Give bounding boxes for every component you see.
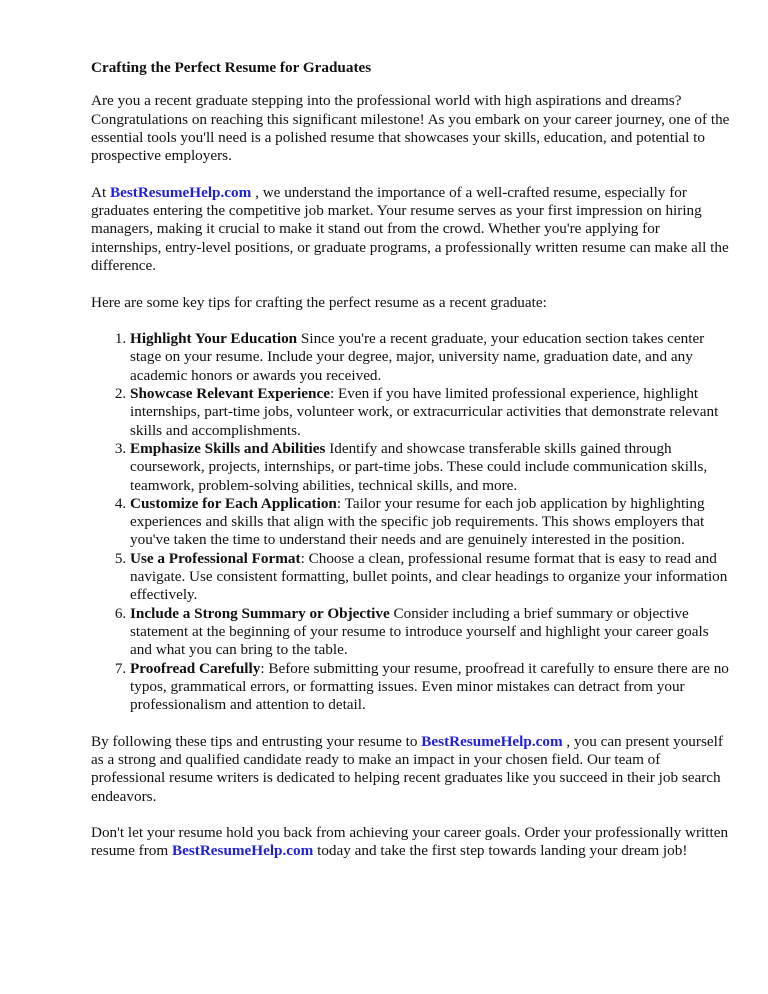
list-item (130, 660, 731, 715)
tip-body: Tailor your resume for each job application by highlighting experiences and skills that align with the specific job requirements. This shows employers that you've taken the time to understand their needs and are genuinely interested in the position. (130, 494, 705, 549)
tip-separator: : (300, 549, 309, 567)
tip-heading: Showcase Relevant Experience (130, 385, 330, 403)
tip-heading: Highlight Your Education (130, 330, 298, 348)
tip-heading: Customize for Each Application (130, 494, 337, 512)
document-page (91, 59, 731, 879)
about-suffix: , we understand the importance of a well-crafted resume, especially for graduates entering the competitive job market. Your resume serves as your first impression on hiring managers, making it crucial to make it stand out from the crowd. Whether you're applying for internships, entry-level positions, or graduate programs, a professionally written resume can make all the difference. (91, 183, 729, 274)
tip-separator: : (329, 385, 338, 403)
closing-paragraph (91, 824, 731, 861)
page-title: Crafting the Perfect Resume for Graduates (91, 59, 372, 76)
list-item (130, 495, 731, 550)
tip-heading: Emphasize Skills and Abilities (130, 439, 326, 457)
tip-separator: : (260, 659, 269, 677)
following-paragraph (91, 733, 731, 806)
tip-heading: Proofread Carefully (130, 659, 261, 677)
brand-link[interactable]: BestResumeHelp.com (109, 183, 252, 201)
tips-intro: Here are some key tips for crafting the perfect resume as a recent graduate: (91, 293, 547, 311)
closing-prefix: Don't let your resume hold you back from achieving your career goals. Order your professionally written resume from (91, 824, 729, 860)
tip-body: Consider including a brief summary or objective statement at the beginning of your resume to introduce yourself and highlight your career goals and what you can bring to the table. (130, 604, 709, 659)
following-prefix: By following these tips and entrusting your resume to (91, 732, 422, 750)
list-item (130, 385, 731, 440)
list-item (130, 550, 731, 605)
tips-list (91, 330, 731, 714)
about-prefix: At (91, 183, 110, 201)
brand-link[interactable]: BestResumeHelp.com (171, 842, 314, 860)
list-item (130, 605, 731, 660)
tip-body: Before submitting your resume, proofread it carefully to ensure there are no typos, grammatical errors, or formatting issues. Even minor mistakes can detract from your professionalism and attention to detail. (130, 659, 729, 714)
tip-heading: Use a Professional Format (130, 549, 301, 567)
closing-suffix: today and take the first step towards landing your dream job! (313, 842, 688, 860)
brand-link[interactable]: BestResumeHelp.com (421, 732, 563, 750)
tip-separator: : (336, 494, 345, 512)
list-item (130, 440, 731, 495)
following-suffix: , you can present yourself as a strong and qualified candidate ready to make an impact in your chosen field. Our team of professional resume writers is dedicated to helping recent graduates like you succeed in their job search endeavors. (91, 732, 723, 805)
list-item (130, 330, 731, 385)
tip-body: Since you're a recent graduate, your education section takes center stage on your resume. Include your degree, major, university name, graduation date, and any academic honors or awards you received. (130, 330, 705, 384)
tip-heading: Include a Strong Summary or Objective (130, 604, 390, 622)
intro-paragraph: Are you a recent graduate stepping into the professional world with high aspirations and dreams? Congratulations on reaching this significant milestone! As you embark on your career journey, one of the essential tools you'll need is a polished resume that showcases your skills, education, and potential to prospective employers. (91, 92, 730, 165)
tip-body: Identify and showcase transferable skills gained through coursework, projects, internships, or part-time jobs. These could include communication skills, teamwork, problem-solving abilities, technical skills, and more. (130, 439, 708, 494)
tip-body: Choose a clean, professional resume format that is easy to read and navigate. Use consistent formatting, bullet points, and clear headings to organize your information effectively. (130, 549, 728, 604)
tip-body: Even if you have limited professional experience, highlight internships, part-time jobs, volunteer work, or extracurricular activities that demonstrate relevant skills and accomplishments. (130, 385, 719, 439)
about-paragraph (91, 184, 731, 275)
